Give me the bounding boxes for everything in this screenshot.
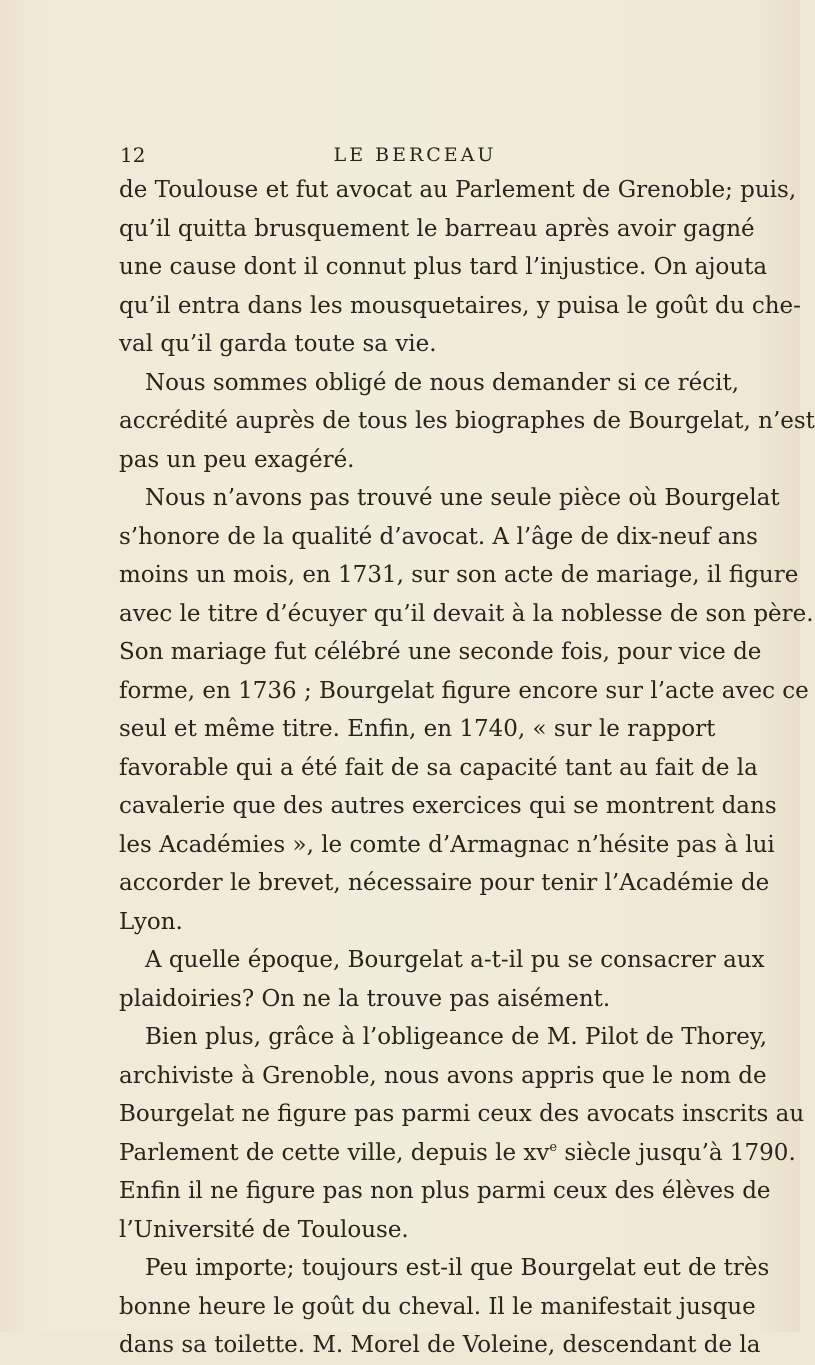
text-line: bonne heure le goût du cheval. Il le manifestait jusque bbox=[119, 1293, 756, 1320]
text-line: accrédité auprès de tous les biographes de Bourgelat, n’est bbox=[119, 408, 815, 434]
text-line bbox=[119, 1134, 796, 1173]
text-line: accorder le brevet, nécessaire pour tenir l’Académie de bbox=[119, 870, 770, 896]
text-line: avec le titre d’écuyer qu’il devait à la noblesse de son père. bbox=[119, 600, 814, 627]
text-line: les Académies », le comte d’Armagnac n’hésite pas à lui bbox=[119, 831, 775, 858]
text-line: forme, en 1736 ; Bourgelat figure encore sur l’acte avec ce bbox=[119, 677, 809, 704]
text-line: Lyon. bbox=[119, 908, 183, 935]
text-line: qu’il quitta brusquement le barreau après avoir gagné bbox=[119, 215, 755, 242]
text-line: Bourgelat ne figure pas parmi ceux des avocats inscrits au bbox=[119, 1101, 805, 1127]
running-head bbox=[120, 140, 710, 170]
text-line: Nous sommes obligé de nous demander si ce récit, bbox=[145, 369, 740, 396]
text-line: plaidoiries? On ne la trouve pas aisément. bbox=[119, 985, 611, 1012]
text-line-part: siècle jusqu’à 1790. bbox=[557, 1139, 796, 1166]
text-line: Son mariage fut célébré une seconde fois, pour vice de bbox=[119, 639, 762, 665]
text-line: Enfin il ne figure pas non plus parmi ceux des élèves de bbox=[119, 1178, 771, 1204]
superscript: e bbox=[549, 1139, 558, 1155]
text-line: A quelle époque, Bourgelat a-t-il pu se consacrer aux bbox=[145, 947, 765, 973]
text-line: archiviste à Grenoble, nous avons appris que le nom de bbox=[119, 1062, 767, 1089]
text-line: val qu’il garda toute sa vie. bbox=[119, 331, 437, 357]
text-line: s’honore de la qualité d’avocat. A l’âge de dix-neuf ans bbox=[119, 523, 758, 550]
text-line: pas un peu exagéré. bbox=[119, 446, 355, 473]
text-line: Bien plus, grâce à l’obligeance de M. Pilot de Thorey, bbox=[145, 1024, 768, 1050]
running-title: LE BERCEAU bbox=[333, 144, 497, 166]
text-line: Peu importe; toujours est-il que Bourgelat eut de très bbox=[145, 1255, 770, 1281]
page-number: 12 bbox=[120, 143, 146, 167]
text-line: cavalerie que des autres exercices qui se montrent dans bbox=[119, 793, 777, 819]
text-line: seul et même titre. Enfin, en 1740, « sur le rapport bbox=[119, 716, 716, 742]
text-line: qu’il entra dans les mousquetaires, y puisa le goût du che- bbox=[119, 292, 801, 319]
text-line: dans sa toilette. M. Morel de Voleine, descendant de la bbox=[119, 1332, 761, 1358]
text-line: de Toulouse et fut avocat au Parlement de Grenoble; puis, bbox=[119, 177, 797, 203]
text-line: favorable qui a été fait de sa capacité tant au fait de la bbox=[119, 754, 758, 781]
text-line: moins un mois, en 1731, sur son acte de mariage, il figure bbox=[119, 562, 799, 588]
text-line: Nous n’avons pas trouvé une seule pièce où Bourgelat bbox=[145, 485, 780, 511]
text-line-part: Parlement de cette ville, depuis le xv bbox=[119, 1139, 550, 1166]
text-line: l’Université de Toulouse. bbox=[119, 1216, 409, 1243]
body-text bbox=[119, 171, 815, 1365]
text-line: une cause dont il connut plus tard l’injustice. On ajouta bbox=[119, 254, 768, 280]
